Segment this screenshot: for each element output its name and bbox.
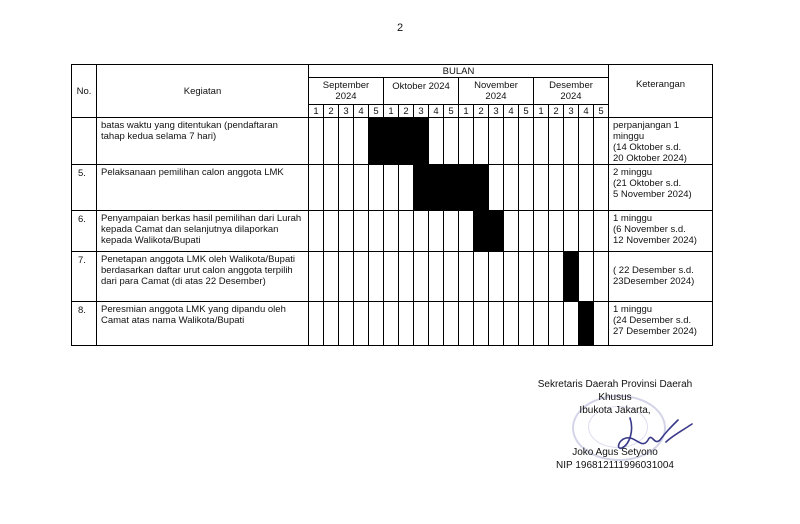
schedule-cell [399,165,414,211]
schedule-cell [354,165,369,211]
schedule-cell [549,165,564,211]
week-number: 2 [324,105,339,118]
schedule-cell [384,165,399,211]
schedule-cell [489,165,504,211]
week-number: 5 [519,105,534,118]
week-number: 3 [414,105,429,118]
schedule-cell-filled [489,211,504,252]
table-row [72,252,713,302]
activity-description: batas waktu yang ditentukan (pendaftaran tahap kedua selama 7 hari) [97,118,309,165]
schedule-cell [564,118,579,165]
schedule-cell [309,302,324,346]
schedule-cell [534,211,549,252]
remarks-line: 5 November 2024) [613,189,692,200]
schedule-cell-filled [414,165,429,211]
schedule-cell [489,302,504,346]
activity-description: Penetapan anggota LMK oleh Walikota/Bupati berdasarkan daftar urut calon anggota terpilih dari para Camat (di atas 22 Desember) [97,252,309,302]
schedule-cell-filled [414,118,429,165]
schedule-table [71,64,713,346]
remarks-line: 2 minggu [613,167,653,178]
activity-description: Penyampaian berkas hasil pemilihan dari Lurah kepada Camat dan selanjutnya dilaporkan kepada Walikota/Bupati [97,211,309,252]
schedule-cell [399,302,414,346]
week-number: 3 [489,105,504,118]
schedule-cell [369,211,384,252]
table-row [72,165,713,211]
schedule-cell [534,118,549,165]
schedule-cell-filled [579,302,594,346]
row-number: 7. [72,252,97,302]
schedule-cell [594,211,609,252]
week-number: 3 [339,105,354,118]
schedule-cell [384,252,399,302]
schedule-cell [534,252,549,302]
col-header-bulan: BULAN [309,65,609,78]
col-header-kegiatan: Kegiatan [97,65,309,118]
remarks [609,302,713,346]
schedule-cell [324,118,339,165]
month-label: Oktober 2024 [392,80,450,92]
schedule-cell [384,302,399,346]
schedule-cell-filled [399,118,414,165]
remarks-line: 1 minggu [613,304,653,315]
week-number: 2 [474,105,489,118]
month-year: 2024 [560,91,582,102]
schedule-cell [579,211,594,252]
row-number: 5. [72,165,97,211]
schedule-cell [489,252,504,302]
schedule-cell [309,165,324,211]
month-header [309,78,384,105]
table-row [72,211,713,252]
schedule-cell [339,302,354,346]
row-number [72,118,97,165]
week-number: 5 [369,105,384,118]
signatory-nip: NIP 196812111996031004 [556,460,674,471]
schedule-cell [309,211,324,252]
page-number: 2 [396,22,404,34]
schedule-cell [489,118,504,165]
remarks-line: ( 22 Desember s.d. [613,265,694,276]
schedule-cell [549,252,564,302]
schedule-cell [324,211,339,252]
schedule-cell [369,302,384,346]
schedule-cell [309,252,324,302]
week-number: 5 [444,105,459,118]
remarks-line: 27 Desember 2024) [613,326,697,337]
schedule-cell [549,211,564,252]
signatory-name: Joko Agus Setyono [572,447,658,458]
remarks-line: perpanjangan 1 minggu [613,120,680,142]
remarks-line: 20 Oktober 2024) [613,153,687,164]
schedule-cell [564,211,579,252]
activity-description: Pelaksanaan pemilihan calon anggota LMK [97,165,309,211]
week-number: 4 [429,105,444,118]
remarks-line: (21 Oktober s.d. [613,178,682,189]
schedule-cell [519,302,534,346]
schedule-cell [534,165,549,211]
row-number: 8. [72,302,97,346]
schedule-cell [369,252,384,302]
week-number: 1 [459,105,474,118]
schedule-cell [549,118,564,165]
schedule-cell [519,118,534,165]
schedule-cell [339,252,354,302]
schedule-cell [354,302,369,346]
schedule-cell [594,302,609,346]
month-label: September [322,80,370,91]
schedule-cell [324,252,339,302]
remarks-line: 23Desember 2024) [613,276,695,287]
schedule-cell [504,165,519,211]
month-header [534,78,609,105]
schedule-cell [429,252,444,302]
schedule-cell [414,252,429,302]
schedule-cell [579,165,594,211]
remarks-line [613,254,708,265]
remarks-line: 1 minggu [613,213,653,224]
schedule-cell [339,118,354,165]
month-header [384,78,459,105]
schedule-cell [504,252,519,302]
schedule-cell [459,302,474,346]
schedule-cell [399,211,414,252]
schedule-cell [474,252,489,302]
week-number: 3 [564,105,579,118]
schedule-cell [579,252,594,302]
week-number: 4 [504,105,519,118]
table-row [72,302,713,346]
schedule-cell [444,252,459,302]
remarks-line: (24 Desember s.d. [613,315,692,326]
schedule-cell [444,118,459,165]
week-number: 1 [534,105,549,118]
signature-title-line2: Ibukota Jakarta, [579,405,651,416]
remarks-line: (14 Oktober s.d. [613,142,682,153]
week-number: 1 [309,105,324,118]
activity-description: Peresmian anggota LMK yang dipandu oleh Camat atas nama Walikota/Bupati [97,302,309,346]
schedule-cell [594,118,609,165]
schedule-cell [594,165,609,211]
schedule-cell-filled [474,165,489,211]
remarks [609,165,713,211]
schedule-cell-filled [444,165,459,211]
schedule-cell [534,302,549,346]
schedule-cell [429,118,444,165]
schedule-cell [549,302,564,346]
col-header-no: No. [72,65,97,118]
remarks-line: 12 November 2024) [613,235,697,246]
schedule-cell [579,118,594,165]
remarks [609,211,713,252]
schedule-cell-filled [459,165,474,211]
schedule-cell [459,252,474,302]
schedule-cell [414,211,429,252]
schedule-cell [444,302,459,346]
schedule-cell [504,211,519,252]
table-row [72,118,713,165]
month-year: 2024 [335,91,357,102]
schedule-cell-filled [384,118,399,165]
schedule-cell [429,302,444,346]
schedule-cell [384,211,399,252]
schedule-cell-filled [429,165,444,211]
month-year [384,92,458,102]
schedule-cell [354,118,369,165]
schedule-cell [354,252,369,302]
signature-title-line1: Sekretaris Daerah Provinsi Daerah Khusus [537,379,693,403]
schedule-cell [564,302,579,346]
schedule-cell [324,302,339,346]
schedule-cell [474,302,489,346]
week-number: 1 [384,105,399,118]
week-number: 4 [354,105,369,118]
schedule-cell [519,252,534,302]
remarks [609,252,713,302]
schedule-cell [309,118,324,165]
month-year: 2024 [485,91,507,102]
schedule-cell [459,211,474,252]
month-label: Desember [549,80,593,91]
week-number: 5 [594,105,609,118]
remarks-line: (6 November s.d. [613,224,686,235]
signature-block [520,378,710,472]
week-number: 2 [549,105,564,118]
schedule-cell [414,302,429,346]
schedule-cell [339,165,354,211]
month-label: November [474,80,518,91]
schedule-cell-filled [474,211,489,252]
schedule-cell [429,211,444,252]
schedule-cell [324,165,339,211]
schedule-cell [504,302,519,346]
schedule-cell [369,165,384,211]
schedule-cell [519,211,534,252]
schedule-cell [504,118,519,165]
remarks [609,118,713,165]
week-number: 4 [579,105,594,118]
schedule-cell [459,118,474,165]
schedule-cell [399,252,414,302]
schedule-cell [339,211,354,252]
schedule-cell-filled [369,118,384,165]
schedule-cell [354,211,369,252]
row-number: 6. [72,211,97,252]
schedule-cell [474,118,489,165]
month-header [459,78,534,105]
col-header-keterangan: Keterangan [609,65,713,118]
week-number: 2 [399,105,414,118]
schedule-cell-filled [564,252,579,302]
schedule-cell [444,211,459,252]
schedule-cell [519,165,534,211]
schedule-cell [594,252,609,302]
schedule-cell [564,165,579,211]
